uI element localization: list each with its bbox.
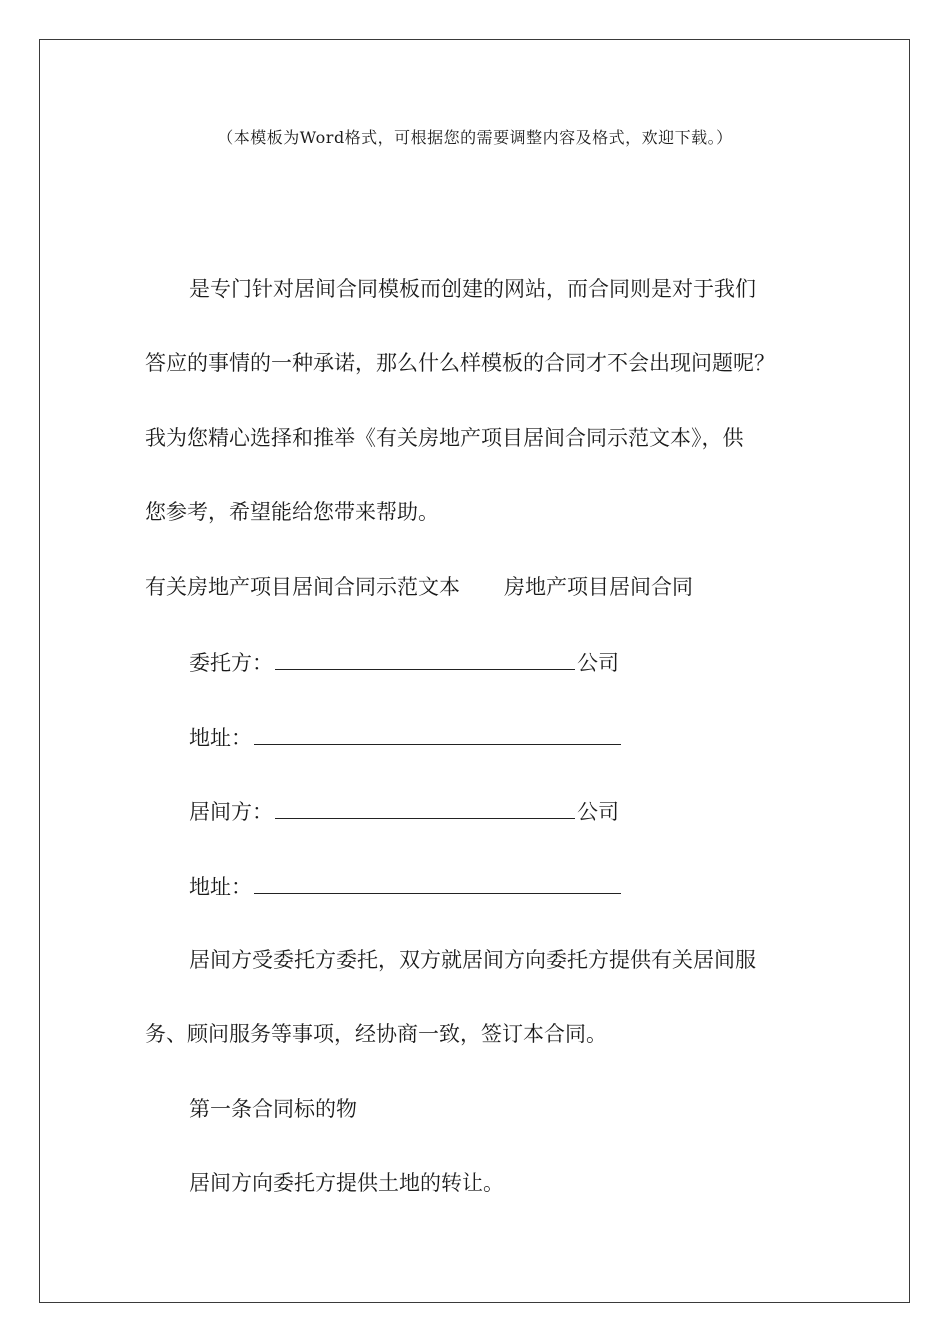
body-para1-line2: 务、顾问服务等事项，经协商一致，签订本合同。 [145,1022,607,1046]
client-name-blank [275,647,575,670]
article1-text: 居间方向委托方提供土地的转让。 [189,1171,504,1195]
client-company-suffix: 公司 [577,651,619,675]
template-note: （本模板为Word格式，可根据您的需要调整内容及格式，欢迎下载。） [217,128,733,147]
broker-address-blank [254,871,621,894]
article1-title: 第一条合同标的物 [189,1097,357,1121]
client-row [189,647,619,678]
client-address-row [189,722,621,753]
intro-line-2: 答应的事情的一种承诺，那么什么样模板的合同才不会出现问题呢？ [145,351,775,375]
intro-line-1: 是专门针对居间合同模板而创建的网站，而合同则是对于我们 [189,277,756,301]
intro-line-3: 我为您精心选择和推举《有关房地产项目居间合同示范文本》，供 [145,426,744,450]
broker-row [189,796,619,827]
client-label: 委托方： [189,651,273,675]
intro-line-4: 您参考，希望能给您带来帮助。 [145,500,439,524]
broker-label: 居间方： [189,800,273,824]
broker-company-suffix: 公司 [577,800,619,824]
broker-name-blank [275,796,575,819]
contract-title-row [145,572,693,602]
contract-title: 有关房地产项目居间合同示范文本 [145,575,460,599]
client-address-blank [254,722,621,745]
broker-address-row [189,871,621,902]
broker-address-label: 地址： [189,875,252,899]
body-para1-line1: 居间方受委托方委托，双方就居间方向委托方提供有关居间服 [189,948,756,972]
client-address-label: 地址： [189,726,252,750]
contract-subtitle: 房地产项目居间合同 [504,575,693,599]
